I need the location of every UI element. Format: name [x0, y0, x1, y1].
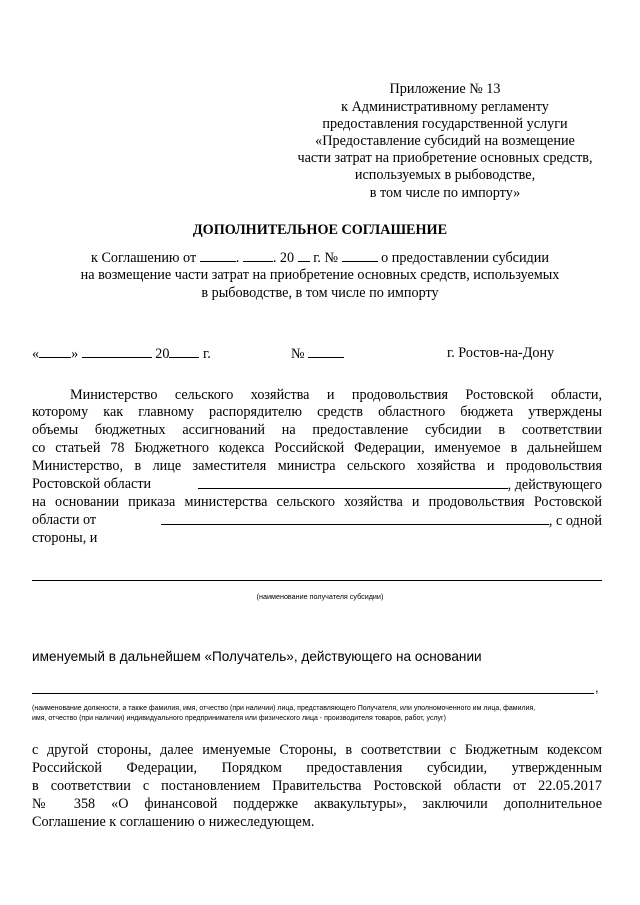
number-field — [291, 344, 344, 363]
paragraph1-line-3: объемы бюджетных ассигнований на предоставление субсидии в соответствии — [32, 422, 602, 438]
recipient-name-line[interactable] — [32, 580, 602, 581]
document-title: ДОПОЛНИТЕЛЬНОЕ СОГЛАШЕНИЕ — [192, 222, 448, 238]
subtitle-line-1 — [0, 248, 640, 267]
representative-caption-line-1: (наименование должности, а также фамилия, имя, отчество (при наличии) лица, представляющего Получателя, или уполномоченного им лица, фамилия, — [32, 705, 536, 712]
subtitle-line-3: в рыбоводстве, в том числе по импорту — [201, 285, 439, 301]
date-day-blank[interactable] — [39, 344, 71, 358]
paragraph1-line-8 — [32, 511, 602, 530]
subtitle-year-unit: г. № — [313, 250, 339, 266]
paragraph1-line-9: стороны, и — [32, 530, 98, 546]
paragraph1-line-7: на основании приказа министерства сельского хозяйства и продовольствия Ростовской — [32, 494, 602, 510]
paragraph2-line-1: с другой стороны, далее именуемые Стороны, в соответствии с Бюджетным кодексом — [32, 742, 602, 758]
order-field — [161, 511, 602, 530]
agreement-month-blank[interactable] — [243, 248, 273, 262]
number-label: № — [291, 346, 305, 362]
subtitle-prefix: к Соглашению от — [91, 250, 197, 266]
order-date-label: области от — [32, 512, 97, 528]
appendix-line-2: к Административному регламенту — [341, 99, 549, 115]
date-year-unit: г. — [203, 346, 211, 362]
date-year-blank[interactable] — [169, 344, 199, 358]
appendix-line-5: части затрат на приобретение основных средств, — [297, 150, 593, 166]
paragraph1-line-1: Министерство сельского хозяйства и продовольствия Ростовской области, — [70, 387, 602, 403]
subtitle-dot-2: . 20 — [272, 250, 295, 266]
paragraph2-line-4: № 358 «О финансовой поддержке аквакультуры», заключили дополнительное — [32, 796, 602, 812]
agreement-day-blank[interactable] — [200, 248, 236, 262]
region-label: Ростовской области — [32, 476, 152, 492]
agreement-year-blank[interactable] — [298, 248, 310, 262]
named-line: именуемый в дальнейшем «Получатель», действующего на основании — [32, 649, 482, 664]
paragraph2-line-3: в соответствии с постановлением Правительства Ростовской области от 22.05.2017 — [32, 778, 602, 794]
subtitle-dot-1: . — [235, 250, 240, 266]
paragraph2-line-2: Российской Федерации, Порядком предоставления субсидии, утвержденным — [32, 760, 602, 776]
acting-label: , действующего — [507, 477, 602, 493]
order-blank[interactable] — [161, 511, 549, 525]
paragraph1-line-4: со статьей 78 Бюджетного кодекса Российской Федерации, именуемое в дальнейшем — [32, 440, 602, 456]
date-month-blank[interactable] — [82, 344, 152, 358]
agreement-number-blank[interactable] — [342, 248, 378, 262]
date-field — [32, 344, 211, 363]
representative-line[interactable] — [32, 693, 594, 694]
named-comma: , — [595, 680, 599, 695]
city-label: г. Ростов-на-Дону — [447, 345, 555, 361]
date-open-quote: « — [32, 346, 40, 362]
appendix-line-4: «Предоставление субсидий на возмещение — [315, 133, 575, 149]
paragraph1-line-6 — [32, 475, 602, 494]
representative-caption-line-2: имя, отчество (при наличии) индивидуального предпринимателя или физического лица - производителя товаров, работ, услуг) — [32, 715, 446, 722]
appendix-line-7: в том числе по импорту» — [369, 185, 521, 201]
subtitle-suffix: о предоставлении субсидии — [381, 250, 549, 266]
appendix-line-1: Приложение № 13 — [389, 81, 501, 97]
paragraph2-line-5: Соглашение к соглашению о нижеследующем. — [32, 814, 315, 830]
paragraph1-line-2: которому как главному распорядителю средств областного бюджета утверждены — [32, 404, 602, 420]
appendix-line-3: предоставления государственной услуги — [322, 116, 568, 132]
subtitle-line-2: на возмещение части затрат на приобретение основных средств, используемых — [80, 267, 560, 283]
deputy-name-blank[interactable] — [198, 475, 508, 489]
deputy-name-field — [198, 475, 602, 494]
recipient-caption: (наименование получателя субсидии) — [256, 592, 384, 601]
number-blank[interactable] — [308, 344, 344, 358]
date-close-quote: » — [71, 346, 79, 362]
one-side-label: , с одной — [548, 513, 602, 529]
date-year: 20 — [155, 346, 170, 362]
appendix-line-6: используемых в рыбоводстве, — [354, 167, 536, 183]
paragraph1-line-5: Министерство, в лице заместителя министра сельского хозяйства и продовольствия — [32, 458, 602, 474]
